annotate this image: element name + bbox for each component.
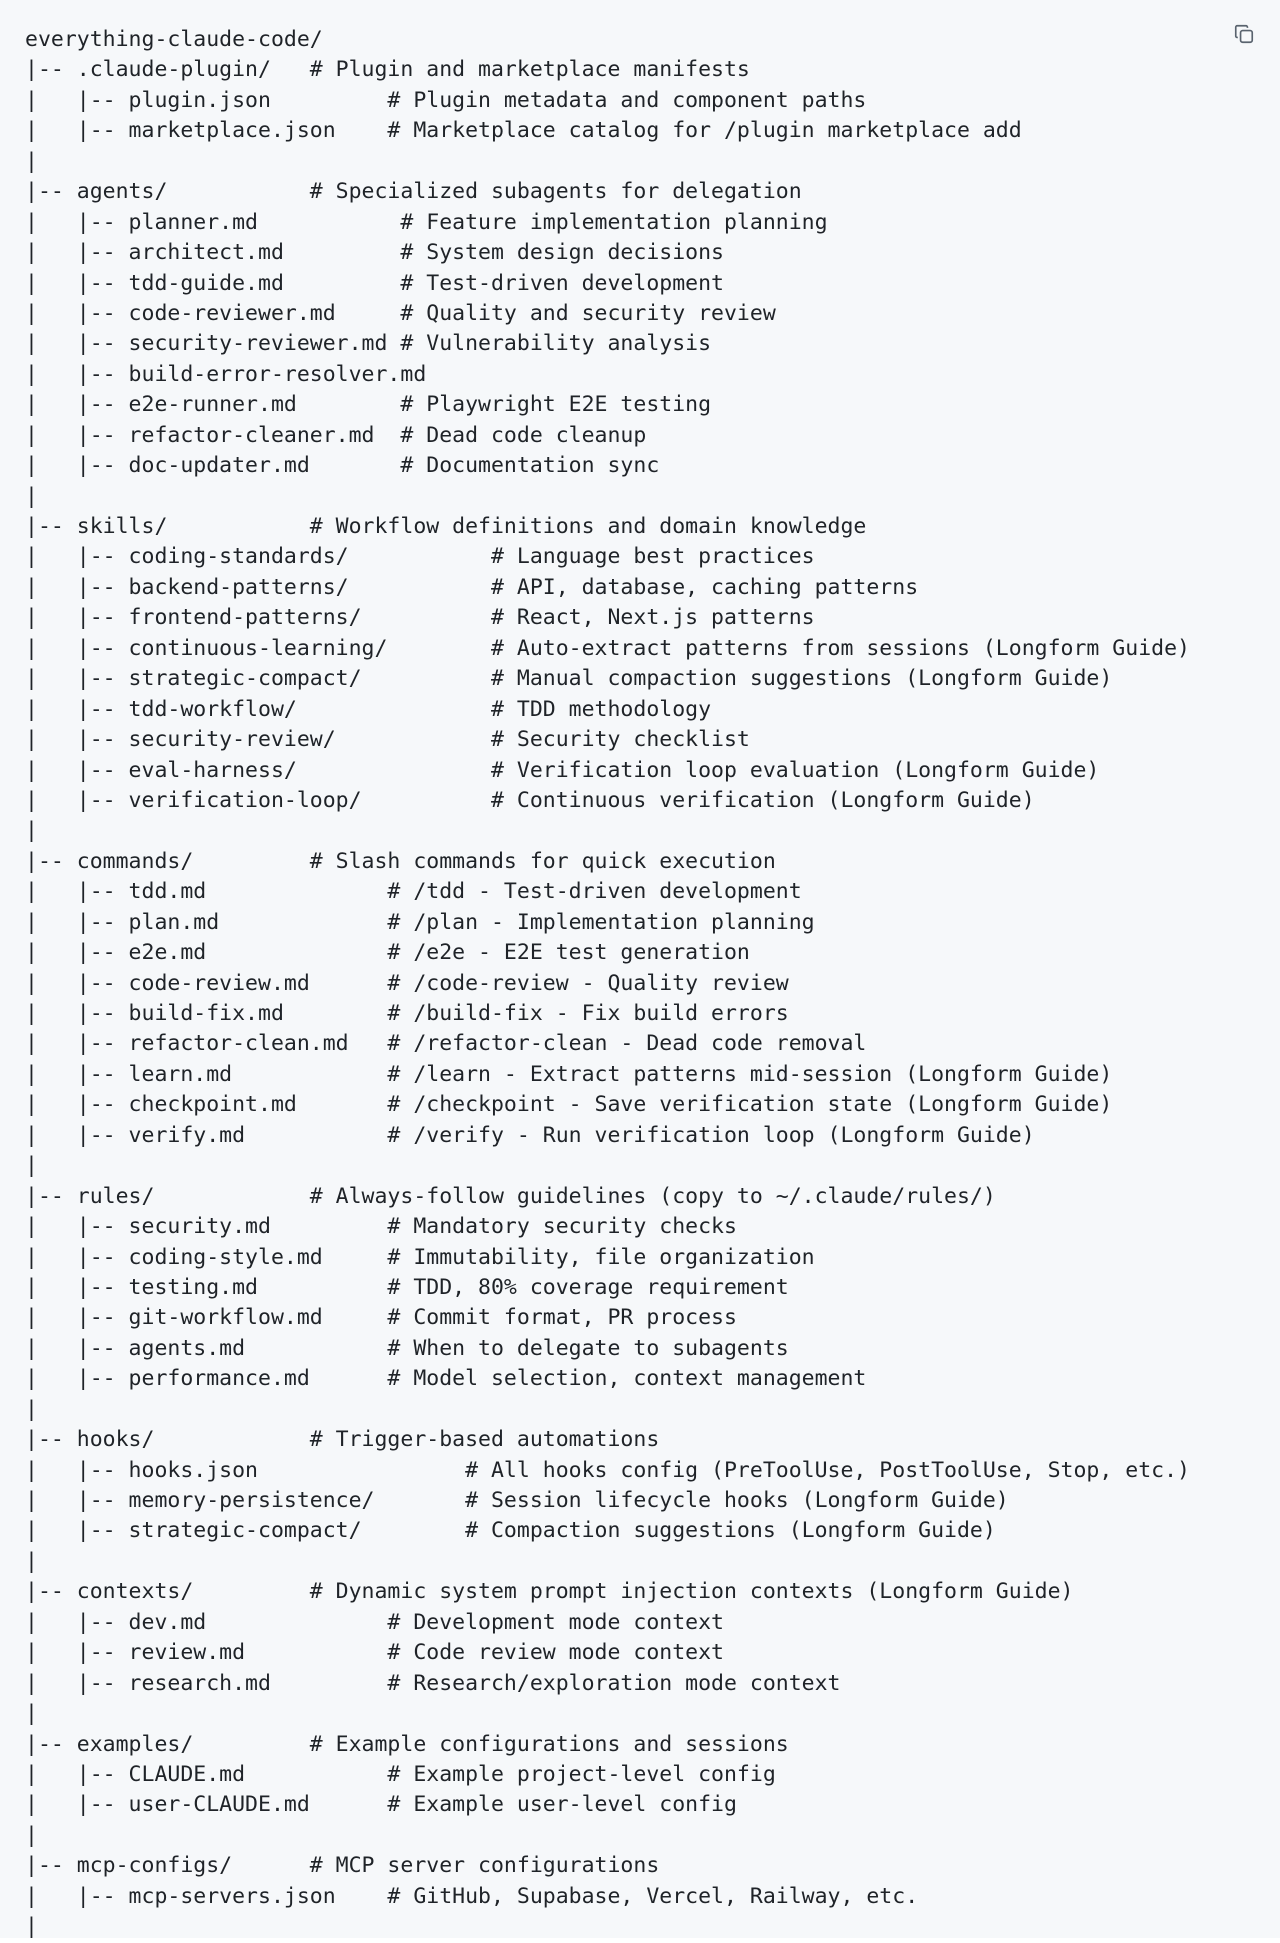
code-line: | |-- memory-persistence/ # Session lifecycle hooks (Longform Guide): [25, 1488, 1009, 1513]
code-line: | |-- mcp-servers.json # GitHub, Supabase, Vercel, Railway, etc.: [25, 1883, 919, 1909]
code-line: | |-- frontend-patterns/ # React, Next.js patterns: [25, 605, 815, 631]
code-line: | |-- plugin.json # Plugin metadata and component paths: [25, 87, 867, 113]
code-line: | |-- CLAUDE.md # Example project-level config: [25, 1761, 776, 1787]
code-line: |: [25, 1822, 38, 1848]
code-line: | |-- security.md # Mandatory security checks: [25, 1214, 737, 1240]
code-line: | |-- backend-patterns/ # API, database, caching patterns: [25, 574, 919, 600]
code-line: | |-- research.md # Research/exploration mode context: [25, 1670, 841, 1696]
code-line: |: [25, 1701, 38, 1727]
code-line: | |-- code-review.md # /code-review - Quality review: [25, 970, 789, 996]
code-line: | |-- strategic-compact/ # Manual compaction suggestions (Longform Guide): [25, 666, 1113, 692]
code-line: |-- skills/ # Workflow definitions and domain knowledge: [25, 514, 867, 539]
code-line: | |-- testing.md # TDD, 80% coverage requirement: [25, 1274, 789, 1300]
code-line: | |-- security-reviewer.md # Vulnerability analysis: [25, 331, 712, 357]
code-line: everything-claude-code/: [25, 27, 323, 52]
copy-button[interactable]: [1230, 20, 1258, 48]
code-line: |-- .claude-plugin/ # Plugin and marketplace manifests: [25, 57, 750, 83]
code-line: |: [25, 1548, 38, 1574]
code-line: | |-- security-review/ # Security checklist: [25, 727, 750, 753]
copy-icon: [1233, 23, 1255, 45]
code-line: | |-- e2e.md # /e2e - E2E test generation: [25, 940, 750, 966]
code-line: | |-- verify.md # /verify - Run verification loop (Longform Guide): [25, 1122, 1035, 1148]
code-line: | |-- code-reviewer.md # Quality and security review: [25, 300, 776, 326]
code-line: | |-- doc-updater.md # Documentation sync: [25, 453, 660, 479]
code-line: | |-- dev.md # Development mode context: [25, 1609, 724, 1635]
code-line: | |-- strategic-compact/ # Compaction suggestions (Longform Guide): [25, 1518, 996, 1544]
code-line: | |-- hooks.json # All hooks config (PreToolUse, PostToolUse, Stop, etc.): [25, 1457, 1190, 1483]
code-line: | |-- learn.md # /learn - Extract patterns mid-session (Longform Guide): [25, 1061, 1113, 1087]
code-line: | |-- tdd-guide.md # Test-driven development: [25, 270, 724, 296]
code-line: | |-- coding-style.md # Immutability, file organization: [25, 1244, 815, 1270]
code-line: | |-- verification-loop/ # Continuous verification (Longform Guide): [25, 787, 1035, 813]
code-line: | |-- architect.md # System design decisions: [25, 240, 724, 266]
code-line: |-- examples/ # Example configurations and sessions: [25, 1731, 789, 1757]
code-line: | |-- tdd.md # /tdd - Test-driven development: [25, 879, 802, 905]
code-line: | |-- build-fix.md # /build-fix - Fix build errors: [25, 1001, 789, 1026]
code-line: |: [25, 1153, 38, 1179]
code-line: | |-- user-CLAUDE.md # Example user-level config: [25, 1792, 737, 1818]
code-line: | |-- tdd-workflow/ # TDD methodology: [25, 696, 712, 722]
code-line: |: [25, 818, 38, 844]
code-line: |-- mcp-configs/ # MCP server configurations: [25, 1853, 660, 1879]
code-line: | |-- e2e-runner.md # Playwright E2E testing: [25, 392, 712, 418]
code-line: |: [25, 483, 38, 509]
code-line: | |-- build-error-resolver.md: [25, 361, 427, 387]
code-line: |: [25, 1914, 38, 1940]
code-line: |-- hooks/ # Trigger-based automations: [25, 1427, 660, 1453]
code-line: | |-- performance.md # Model selection, context management: [25, 1366, 867, 1392]
code-line: | |-- agents.md # When to delegate to subagents: [25, 1335, 789, 1361]
code-line: | |-- marketplace.json # Marketplace catalog for /plugin marketplace add: [25, 118, 1022, 144]
code-line: | |-- coding-standards/ # Language best practices: [25, 544, 815, 570]
code-line: | |-- review.md # Code review mode context: [25, 1640, 724, 1666]
code-line: | |-- planner.md # Feature implementation planning: [25, 209, 828, 235]
code-line: |-- rules/ # Always-follow guidelines (copy to ~/.claude/rules/): [25, 1183, 996, 1209]
code-line: | |-- eval-harness/ # Verification loop evaluation (Longform Guide): [25, 757, 1100, 783]
code-line: | |-- continuous-learning/ # Auto-extract patterns from sessions (Longform Guide): [25, 635, 1190, 661]
code-line: | |-- plan.md # /plan - Implementation planning: [25, 909, 815, 935]
code-line: | |-- refactor-cleaner.md # Dead code cleanup: [25, 422, 647, 448]
code-line: |-- agents/ # Specialized subagents for delegation: [25, 179, 802, 205]
code-line: | |-- checkpoint.md # /checkpoint - Save verification state (Longform Guide): [25, 1092, 1113, 1118]
code-content: [25, 25, 1190, 1943]
code-line: |: [25, 148, 38, 174]
code-line: |-- commands/ # Slash commands for quick execution: [25, 848, 776, 874]
code-line: |-- contexts/ # Dynamic system prompt injection contexts (Longform Guide): [25, 1579, 1074, 1605]
code-line: | |-- refactor-clean.md # /refactor-clean - Dead code removal: [25, 1031, 867, 1057]
code-line: | |-- git-workflow.md # Commit format, PR process: [25, 1305, 737, 1331]
code-line: |: [25, 1396, 38, 1422]
